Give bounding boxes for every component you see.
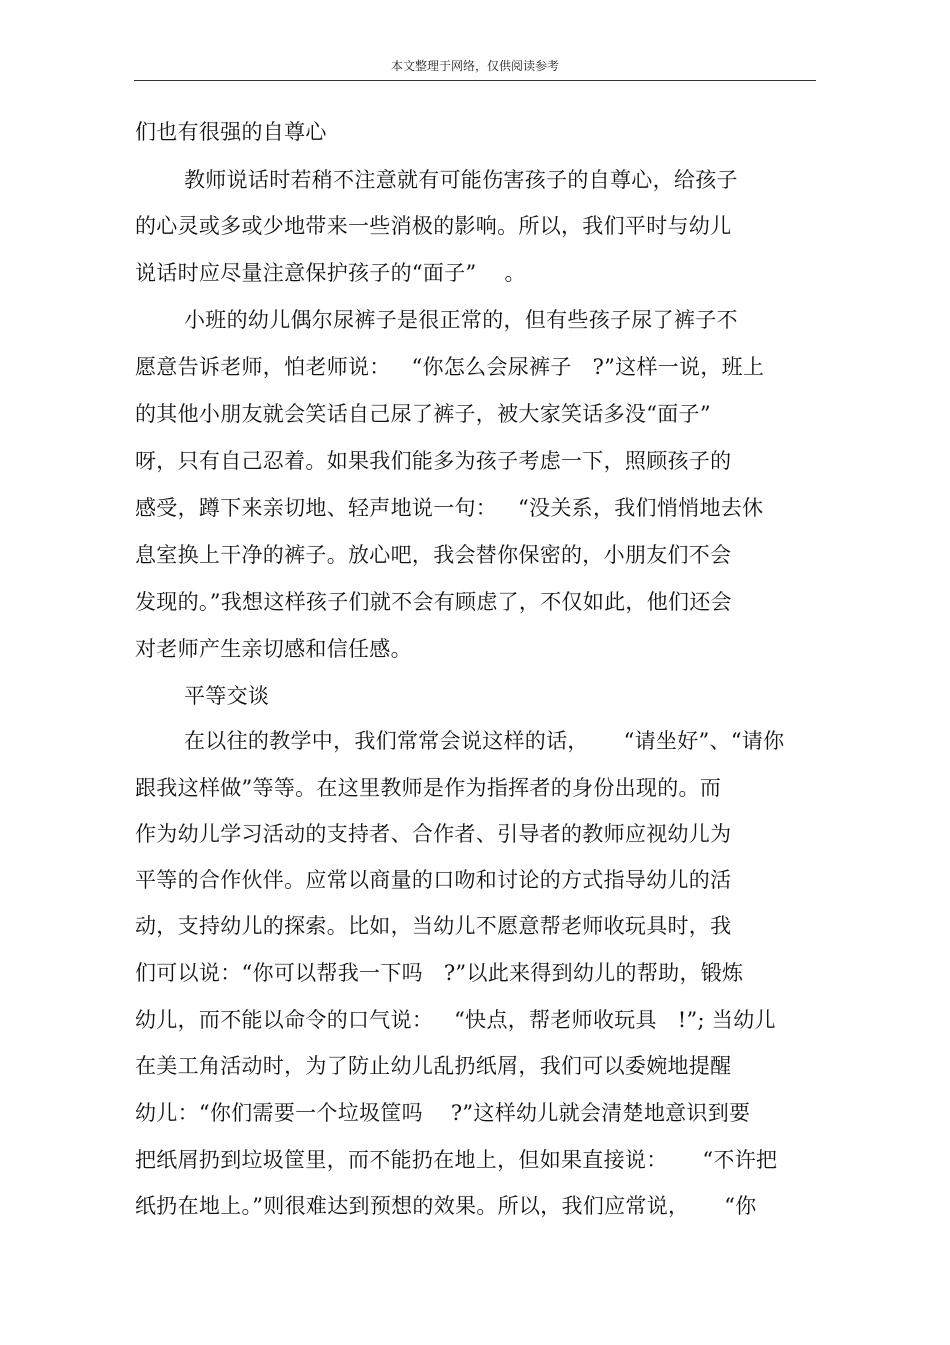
text-line: 的其他小朋友就会笑话自己尿了裤子，被大家笑话多没“面子” xyxy=(135,402,711,426)
text-line: 说话时应尽量注意保护孩子的“面子” 。 xyxy=(135,261,526,285)
text-line: 平等的合作伙伴。应常以商量的口吻和讨论的方式指导幼儿的活 xyxy=(135,868,732,892)
text-line: 的心灵或多或少地带来一些消极的影响。所以，我们平时与幼儿 xyxy=(135,214,732,238)
text-line: 小班的幼儿偶尔尿裤子是很正常的，但有些孩子尿了裤子不 xyxy=(184,308,738,332)
text-line: 愿意告诉老师，怕老师说： “你怎么会尿裤子 ?”这样一说，班上 xyxy=(135,355,765,379)
text-line: 息室换上干净的裤子。放心吧，我会替你保密的，小朋友们不会 xyxy=(135,543,732,567)
text-line: 感受，蹲下来亲切地、轻声地说一句： “没关系，我们悄悄地去休 xyxy=(135,496,764,520)
text-line: 在美工角活动时，为了防止幼儿乱扔纸屑，我们可以委婉地提醒 xyxy=(135,1054,732,1078)
text-line: 对老师产生亲切感和信任感。 xyxy=(135,637,412,661)
text-line: 动，支持幼儿的探索。比如，当幼儿不愿意帮老师收玩具时，我 xyxy=(135,914,732,938)
text-line: 幼儿，而不能以命令的口气说： “快点，帮老师收玩具 !”; 当幼儿 xyxy=(135,1008,776,1032)
text-line: 们可以说：“你可以帮我一下吗 ?”以此来得到幼儿的帮助，锻炼 xyxy=(135,961,744,985)
page-header: 本文整理于网络，仅供阅读参考 xyxy=(390,59,559,73)
text-line: 跟我这样做”等等。在这里教师是作为指挥者的身份出现的。而 xyxy=(135,776,722,800)
text-line: 纸扔在地上。”则很难达到预想的效果。所以，我们应常说， “你 xyxy=(135,1194,757,1218)
text-line: 把纸屑扔到垃圾筐里，而不能扔在地上，但如果直接说： “不许把 xyxy=(135,1148,778,1172)
text-line: 作为幼儿学习活动的支持者、合作者、引导者的教师应视幼儿为 xyxy=(135,822,732,846)
text-line: 在以往的教学中，我们常常会说这样的话， “请坐好”、“请你 xyxy=(184,729,785,753)
section-heading: 平等交谈 xyxy=(184,684,270,708)
text-line: 呀，只有自己忍着。如果我们能多为孩子考虑一下，照顾孩子的 xyxy=(135,449,732,473)
text-line: 幼儿：“你们需要一个垃圾筐吗 ?”这样幼儿就会清楚地意识到要 xyxy=(135,1101,751,1125)
header-divider xyxy=(134,80,816,81)
text-line: 发现的。”我想这样孩子们就不会有顾虑了，不仅如此，他们还会 xyxy=(135,590,732,614)
text-line: 教师说话时若稍不注意就有可能伤害孩子的自尊心，给孩子 xyxy=(184,168,738,192)
text-line: 们也有很强的自尊心 xyxy=(135,120,327,144)
